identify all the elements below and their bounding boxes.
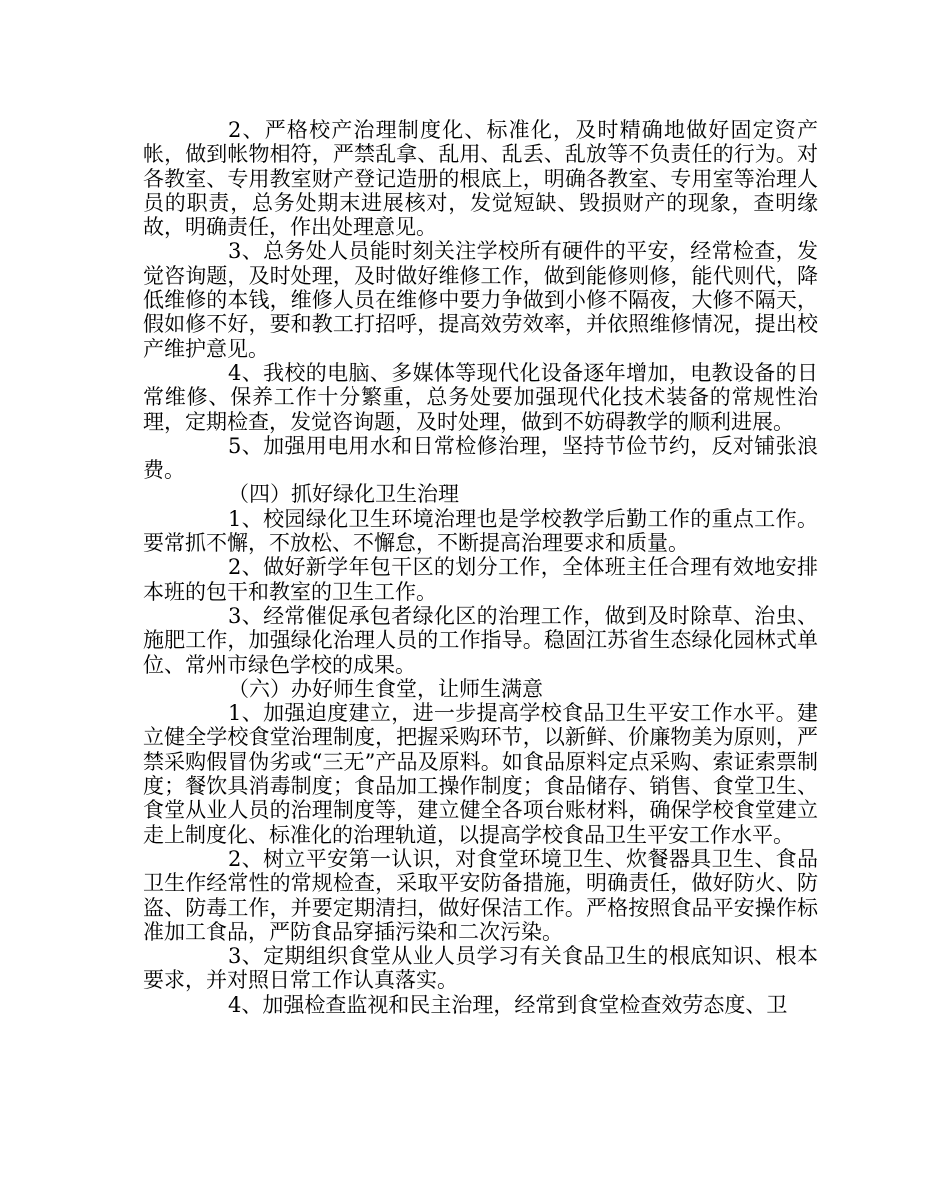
paragraph-staff-training: 3、定期组织食堂从业人员学习有关食品卫生的根底知识、根本要求，并对照日常工作认真落实。	[143, 944, 818, 993]
paragraph-asset-management: 2、严格校产治理制度化、标准化，及时精确地做好固定资产帐，做到帐物相符，严禁乱拿、乱用、乱丢、乱放等不负责任的行为。对各教室、专用教室财产登记造册的根底上，明确各教室、专用室等治理人员的职责，总务处期末进展核对，发觉短缺、毁损财产的现象，查明缘故，明确责任，作出处理意见。	[143, 118, 818, 240]
paragraph-canteen-system: 1、加强迫度建立，进一步提高学校食品卫生平安工作水平。建立健全学校食堂治理制度，把握采购环节，以新鲜、价廉物美为原则，严禁采购假冒伪劣或“三无”产品及原料。如食品原料定点采购、索证索票制度；餐饮具消毒制度；食品加工操作制度；食品储存、销售、食堂卫生、食堂从业人员的治理制度等，建立健全各项台账材料，确保学校食堂建立走上制度化、标准化的治理轨道，以提高学校食品卫生平安工作水平。	[143, 701, 818, 847]
paragraph-cleaning-areas: 2、做好新学年包干区的划分工作，全体班主任合理有效地安排本班的包干和教室的卫生工作。	[143, 555, 818, 604]
paragraph-green-area-supervision: 3、经常催促承包者绿化区的治理工作，做到及时除草、治虫、施肥工作，加强绿化治理人员的工作指导。稳固江苏省生态绿化园林式单位、常州市绿色学校的成果。	[143, 603, 818, 677]
section-heading-canteen: （六）办好师生食堂，让师生满意	[228, 676, 543, 701]
paragraph-equipment-maintenance: 4、我校的电脑、多媒体等现代化设备逐年增加，电教设备的日常维修、保养工作十分繁重，总务处要加强现代化技术装备的常规性治理，定期检查，发觉咨询题，及时处理，做到不妨碍教学的顺利进展。	[143, 360, 818, 434]
paragraph-campus-greening: 1、校园绿化卫生环境治理也是学校教学后勤工作的重点工作。要常抓不懈，不放松、不懈怠，不断提高治理要求和质量。	[143, 506, 818, 556]
document-page	[143, 118, 818, 1017]
paragraph-hardware-safety: 3、总务处人员能时刻关注学校所有硬件的平安，经常检查，发觉咨询题，及时处理，及时做好维修工作，做到能修则修，能代则代，降低维修的本钱，维修人员在维修中要力争做到小修不隔夜，大修不隔天，假如修不好，要和教工打招呼，提高效劳效率，并依照维修情况，提出校产维护意见。	[143, 239, 818, 361]
paragraph-inspection: 4、加强检查监视和民主治理，经常到食堂检查效劳态度、卫	[228, 992, 788, 1017]
paragraph-canteen-safety: 2、树立平安第一认识，对食堂环境卫生、炊餐器具卫生、食品卫生作经常性的常规检查，采取平安防备措施，明确责任，做好防火、防盗、防毒工作，并要定期清扫，做好保洁工作。严格按照食品平安操作标准加工食品，严防食品穿插污染和二次污染。	[143, 846, 818, 944]
paragraph-utilities: 5、加强用电用水和日常检修治理，坚持节俭节约，反对铺张浪费。	[143, 433, 818, 483]
section-heading-greening: （四）抓好绿化卫生治理	[228, 482, 459, 507]
